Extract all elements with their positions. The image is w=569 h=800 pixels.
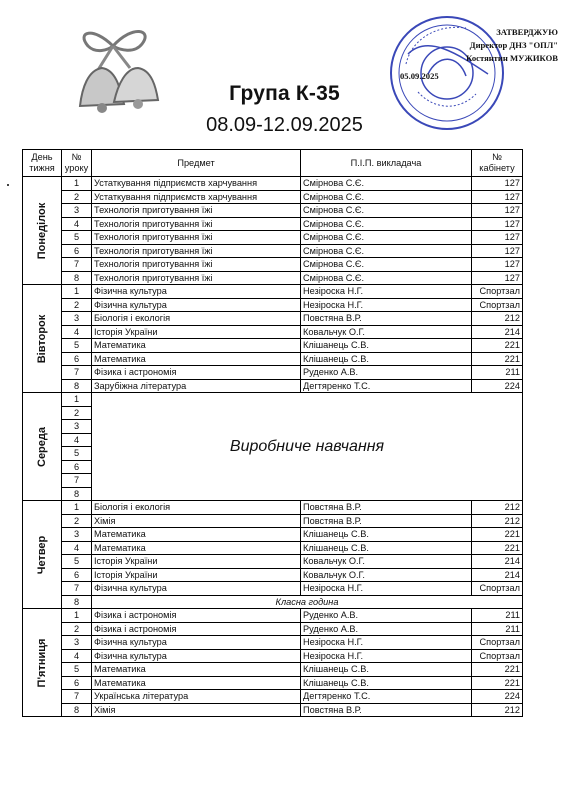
- table-row: [23, 582, 523, 596]
- lesson-number: 3: [62, 312, 92, 326]
- teacher-cell: Повстяна В.Р.: [301, 703, 472, 717]
- teacher-cell: Повстяна В.Р.: [301, 312, 472, 326]
- lesson-number: 6: [62, 568, 92, 582]
- table-row: [23, 366, 523, 380]
- room-cell: 127: [472, 204, 523, 218]
- room-cell: 221: [472, 676, 523, 690]
- table-row: [23, 690, 523, 704]
- day-name: Четвер: [36, 535, 48, 574]
- teacher-cell: Незіроска Н.Г.: [301, 285, 472, 299]
- lesson-number: 7: [62, 690, 92, 704]
- lesson-number: 7: [62, 366, 92, 380]
- lesson-number: 4: [62, 217, 92, 231]
- room-cell: 127: [472, 244, 523, 258]
- table-header-row: [23, 150, 523, 177]
- lesson-number: 4: [62, 649, 92, 663]
- table-row: [23, 379, 523, 393]
- teacher-cell: Смірнова С.Є.: [301, 258, 472, 272]
- table-row: [23, 568, 523, 582]
- lesson-number: 5: [62, 339, 92, 353]
- subject-cell: Біологія і екологія: [92, 312, 301, 326]
- room-cell: 211: [472, 609, 523, 623]
- room-cell: 212: [472, 501, 523, 515]
- subject-cell: Технологія приготування їжі: [92, 204, 301, 218]
- schedule-body: [23, 177, 523, 717]
- room-cell: 221: [472, 352, 523, 366]
- subject-cell: Історія України: [92, 555, 301, 569]
- room-cell: 214: [472, 555, 523, 569]
- teacher-cell: Ковальчук О.Г.: [301, 555, 472, 569]
- day-name: Понеділок: [36, 202, 48, 259]
- room-cell: 127: [472, 231, 523, 245]
- room-cell: 211: [472, 622, 523, 636]
- day-cell: [23, 609, 62, 717]
- lesson-number: 1: [62, 393, 92, 407]
- day-cell: [23, 177, 62, 285]
- teacher-cell: Незіроска Н.Г.: [301, 649, 472, 663]
- teacher-cell: Руденко А.В.: [301, 609, 472, 623]
- lesson-number: 2: [62, 298, 92, 312]
- teacher-cell: Смірнова С.Є.: [301, 217, 472, 231]
- day-cell: [23, 393, 62, 501]
- class-hour: Класна година: [92, 595, 523, 609]
- subject-cell: Зарубіжна література: [92, 379, 301, 393]
- lesson-number: 8: [62, 271, 92, 285]
- subject-cell: Устаткування підприємств харчування: [92, 177, 301, 191]
- lesson-number: 1: [62, 177, 92, 191]
- room-cell: 127: [472, 177, 523, 191]
- subject-cell: Технологія приготування їжі: [92, 244, 301, 258]
- subject-cell: Фізика і астрономія: [92, 366, 301, 380]
- table-row: [23, 190, 523, 204]
- lesson-number: 8: [62, 703, 92, 717]
- lesson-number: 8: [62, 487, 92, 501]
- teacher-cell: Смірнова С.Є.: [301, 177, 472, 191]
- room-cell: 127: [472, 217, 523, 231]
- lesson-number: 6: [62, 460, 92, 474]
- lesson-number: 4: [62, 541, 92, 555]
- table-row: [23, 271, 523, 285]
- room-cell: 214: [472, 325, 523, 339]
- table-row: [23, 258, 523, 272]
- approval-heading: ЗАТВЕРДЖУЮ: [496, 27, 558, 37]
- subject-cell: Біологія і екологія: [92, 501, 301, 515]
- teacher-cell: Смірнова С.Є.: [301, 244, 472, 258]
- table-row: [23, 352, 523, 366]
- table-row: [23, 312, 523, 326]
- subject-cell: Технологія приготування їжі: [92, 271, 301, 285]
- lesson-number: 2: [62, 190, 92, 204]
- schedule-table: [22, 149, 523, 717]
- page-title: Група К-35: [229, 82, 340, 105]
- table-row: [23, 285, 523, 299]
- subject-cell: Фізика і астрономія: [92, 609, 301, 623]
- teacher-cell: Дегтяренко Т.С.: [301, 379, 472, 393]
- lesson-number: 3: [62, 528, 92, 542]
- lesson-number: 6: [62, 244, 92, 258]
- table-row: [23, 649, 523, 663]
- subject-cell: Математика: [92, 676, 301, 690]
- lesson-number: 5: [62, 231, 92, 245]
- day-cell: [23, 501, 62, 609]
- teacher-cell: Клішанець С.В.: [301, 676, 472, 690]
- day-cell: [23, 285, 62, 393]
- lesson-number: 3: [62, 204, 92, 218]
- room-cell: Спортзал: [472, 298, 523, 312]
- lesson-number: 3: [62, 636, 92, 650]
- room-cell: 212: [472, 312, 523, 326]
- teacher-cell: Клішанець С.В.: [301, 528, 472, 542]
- table-row: [23, 298, 523, 312]
- lesson-number: 2: [62, 622, 92, 636]
- teacher-cell: Ковальчук О.Г.: [301, 568, 472, 582]
- table-row: [23, 541, 523, 555]
- room-cell: 221: [472, 528, 523, 542]
- room-cell: Спортзал: [472, 285, 523, 299]
- lesson-number: 2: [62, 514, 92, 528]
- header-subject: Предмет: [92, 150, 301, 177]
- lesson-number: 6: [62, 676, 92, 690]
- subject-cell: Математика: [92, 352, 301, 366]
- room-cell: Спортзал: [472, 582, 523, 596]
- subject-cell: Математика: [92, 663, 301, 677]
- room-cell: 214: [472, 568, 523, 582]
- subject-cell: Історія України: [92, 568, 301, 582]
- table-row: [23, 244, 523, 258]
- room-cell: Спортзал: [472, 649, 523, 663]
- table-row: [23, 204, 523, 218]
- teacher-cell: Смірнова С.Є.: [301, 204, 472, 218]
- teacher-cell: Клішанець С.В.: [301, 339, 472, 353]
- subject-cell: Технологія приготування їжі: [92, 217, 301, 231]
- teacher-cell: Смірнова С.Є.: [301, 271, 472, 285]
- table-row: [23, 595, 523, 609]
- room-cell: 224: [472, 379, 523, 393]
- room-cell: 224: [472, 690, 523, 704]
- subject-cell: Фізична культура: [92, 636, 301, 650]
- room-cell: 127: [472, 258, 523, 272]
- room-cell: 127: [472, 271, 523, 285]
- day-name: П'ятниця: [36, 638, 48, 687]
- room-cell: 211: [472, 366, 523, 380]
- subject-cell: Українська література: [92, 690, 301, 704]
- subject-cell: Фізична культура: [92, 649, 301, 663]
- subject-cell: Фізична культура: [92, 298, 301, 312]
- room-cell: 212: [472, 514, 523, 528]
- table-row: [23, 231, 523, 245]
- table-row: [23, 528, 523, 542]
- lesson-number: 3: [62, 420, 92, 434]
- teacher-cell: Повстяна В.Р.: [301, 514, 472, 528]
- subject-cell: Фізична культура: [92, 285, 301, 299]
- approval-name: Костянтин МУЖИКОВ: [466, 53, 558, 63]
- room-cell: 221: [472, 339, 523, 353]
- table-row: [23, 514, 523, 528]
- lesson-number: 4: [62, 325, 92, 339]
- subject-cell: Технологія приготування їжі: [92, 231, 301, 245]
- room-cell: Спортзал: [472, 636, 523, 650]
- table-row: [23, 177, 523, 191]
- teacher-cell: Ковальчук О.Г.: [301, 325, 472, 339]
- lesson-number: 6: [62, 352, 92, 366]
- table-row: [23, 609, 523, 623]
- approval-date: 05.09.2025: [400, 71, 439, 81]
- table-row: [23, 325, 523, 339]
- subject-cell: Математика: [92, 339, 301, 353]
- subject-cell: Історія України: [92, 325, 301, 339]
- table-row: [23, 393, 523, 407]
- room-cell: 212: [472, 703, 523, 717]
- lesson-number: 2: [62, 406, 92, 420]
- lesson-number: 5: [62, 555, 92, 569]
- teacher-cell: Клішанець С.В.: [301, 663, 472, 677]
- subject-cell: Технологія приготування їжі: [92, 258, 301, 272]
- teacher-cell: Руденко А.В.: [301, 366, 472, 380]
- lesson-number: 1: [62, 285, 92, 299]
- teacher-cell: Клішанець С.В.: [301, 541, 472, 555]
- header-teacher: П.І.П. викладача: [301, 150, 472, 177]
- lesson-number: 7: [62, 258, 92, 272]
- table-row: [23, 676, 523, 690]
- table-row: [23, 339, 523, 353]
- subject-cell: Хімія: [92, 703, 301, 717]
- lesson-number: 5: [62, 663, 92, 677]
- teacher-cell: Незіроска Н.Г.: [301, 636, 472, 650]
- room-cell: 221: [472, 663, 523, 677]
- subject-cell: Устаткування підприємств харчування: [92, 190, 301, 204]
- table-row: [23, 501, 523, 515]
- lesson-number: 8: [62, 595, 92, 609]
- room-cell: 221: [472, 541, 523, 555]
- lesson-number: 8: [62, 379, 92, 393]
- table-row: [23, 703, 523, 717]
- lesson-number: 1: [62, 501, 92, 515]
- teacher-cell: Дегтяренко Т.С.: [301, 690, 472, 704]
- lesson-number: 1: [62, 609, 92, 623]
- teacher-cell: Незіроска Н.Г.: [301, 582, 472, 596]
- table-row: [23, 636, 523, 650]
- table-row: [23, 555, 523, 569]
- table-row: [23, 622, 523, 636]
- teacher-cell: Повстяна В.Р.: [301, 501, 472, 515]
- subject-cell: Фізика і астрономія: [92, 622, 301, 636]
- lesson-number: 7: [62, 582, 92, 596]
- day-name: Вівторок: [36, 314, 48, 363]
- subject-cell: Математика: [92, 528, 301, 542]
- lesson-number: 4: [62, 433, 92, 447]
- table-row: [23, 663, 523, 677]
- teacher-cell: Клішанець С.В.: [301, 352, 472, 366]
- scan-speck: [7, 184, 9, 186]
- room-cell: 127: [472, 190, 523, 204]
- lesson-number: 7: [62, 474, 92, 488]
- subject-cell: Фізична культура: [92, 582, 301, 596]
- header-lesson: № уроку: [62, 150, 92, 177]
- teacher-cell: Незіроска Н.Г.: [301, 298, 472, 312]
- day-name: Середа: [36, 426, 48, 467]
- table-row: [23, 217, 523, 231]
- special-activity: Виробниче навчання: [92, 393, 523, 501]
- date-range: 08.09-12.09.2025: [206, 114, 363, 136]
- lesson-number: 5: [62, 447, 92, 461]
- teacher-cell: Смірнова С.Є.: [301, 190, 472, 204]
- header-room: № кабінету: [472, 150, 523, 177]
- approval-position: Директор ДНЗ "ОПЛ": [469, 40, 558, 50]
- approval-block: [398, 26, 558, 81]
- subject-cell: Хімія: [92, 514, 301, 528]
- teacher-cell: Руденко А.В.: [301, 622, 472, 636]
- teacher-cell: Смірнова С.Є.: [301, 231, 472, 245]
- header-day: День тижня: [23, 150, 62, 177]
- subject-cell: Математика: [92, 541, 301, 555]
